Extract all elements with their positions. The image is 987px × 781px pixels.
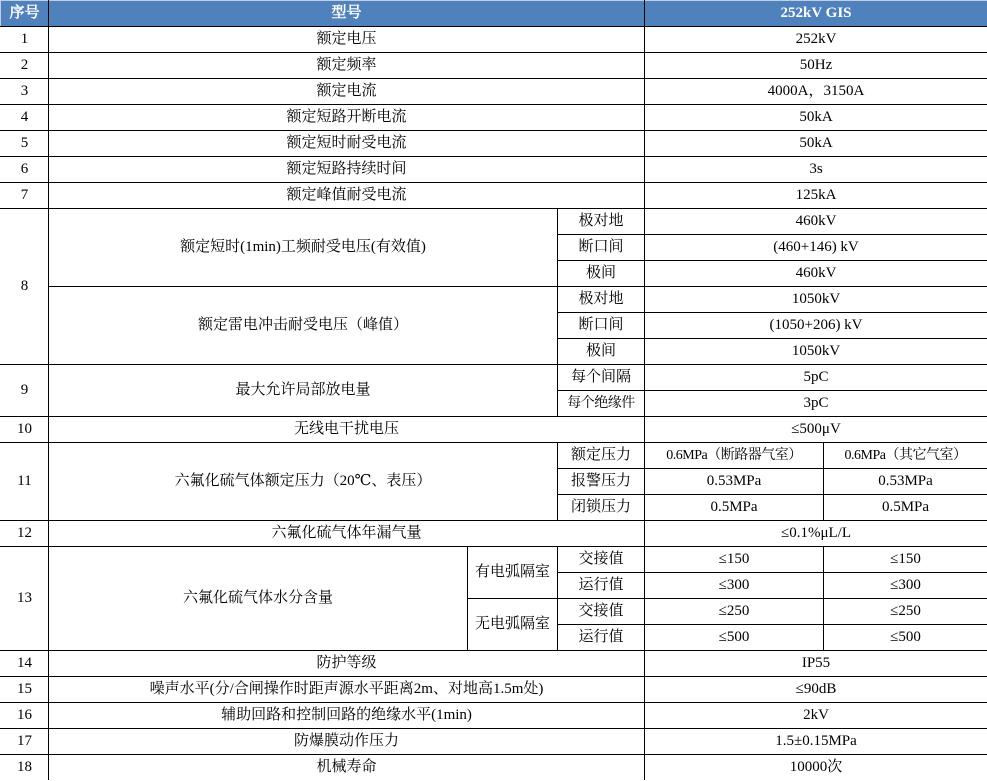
table-row xyxy=(1,365,987,391)
row-4-no: 4 xyxy=(1,105,49,131)
row-14-value: IP55 xyxy=(645,651,987,677)
row-2-no: 2 xyxy=(1,53,49,79)
row-11-value-breaker: 0.6MPa（断路器气室） xyxy=(645,443,824,469)
row-8-group1-value: (460+146) kV xyxy=(645,235,987,261)
row-11-sub-label: 额定压力 xyxy=(558,443,645,469)
row-13-chamber-arc: 有电弧隔室 xyxy=(468,547,558,599)
row-8-group1-sub-label: 极间 xyxy=(558,261,645,287)
row-12-no: 12 xyxy=(1,521,49,547)
row-9-label: 最大允许局部放电量 xyxy=(49,365,558,417)
row-18-no: 18 xyxy=(1,755,49,781)
row-11-no: 11 xyxy=(1,443,49,521)
row-17-no: 17 xyxy=(1,729,49,755)
row-8-group2-sub-label: 断口间 xyxy=(558,313,645,339)
row-17-value: 1.5±0.15MPa xyxy=(645,729,987,755)
row-5-label: 额定短时耐受电流 xyxy=(49,131,645,157)
row-13-label: 六氟化硫气体水分含量 xyxy=(49,547,468,651)
row-11-label: 六氟化硫气体额定压力（20℃、表压） xyxy=(49,443,558,521)
row-7-value: 125kA xyxy=(645,183,987,209)
row-11-value-breaker: 0.5MPa xyxy=(645,495,824,521)
row-13-sub-label: 交接值 xyxy=(558,599,645,625)
row-7-no: 7 xyxy=(1,183,49,209)
row-14-no: 14 xyxy=(1,651,49,677)
row-8-no: 8 xyxy=(1,209,49,365)
row-11-value-other: 0.5MPa xyxy=(824,495,987,521)
row-13-value-other: ≤150 xyxy=(824,547,987,573)
table-row xyxy=(1,755,987,781)
table-row xyxy=(1,105,987,131)
header-model: 型号 xyxy=(49,1,645,27)
row-10-label: 无线电干扰电压 xyxy=(49,417,645,443)
row-7-label: 额定峰值耐受电流 xyxy=(49,183,645,209)
table-row xyxy=(1,729,987,755)
row-13-chamber-noarc: 无电弧隔室 xyxy=(468,599,558,651)
table-row xyxy=(1,547,987,573)
row-11-sub-label: 闭锁压力 xyxy=(558,495,645,521)
row-15-value: ≤90dB xyxy=(645,677,987,703)
row-2-value: 50Hz xyxy=(645,53,987,79)
row-5-no: 5 xyxy=(1,131,49,157)
row-4-value: 50kA xyxy=(645,105,987,131)
row-13-value-breaker: ≤500 xyxy=(645,625,824,651)
row-13-no: 13 xyxy=(1,547,49,651)
table-row xyxy=(1,521,987,547)
row-9-value: 5pC xyxy=(645,365,987,391)
row-8-group2-sub-label: 极对地 xyxy=(558,287,645,313)
row-13-value-breaker: ≤300 xyxy=(645,573,824,599)
row-13-value-breaker: ≤150 xyxy=(645,547,824,573)
row-13-value-other: ≤300 xyxy=(824,573,987,599)
row-13-value-other: ≤250 xyxy=(824,599,987,625)
row-8-group1-label: 额定短时(1min)工频耐受电压(有效值) xyxy=(49,209,558,287)
row-13-value-breaker: ≤250 xyxy=(645,599,824,625)
row-9-value: 3pC xyxy=(645,391,987,417)
row-15-label: 噪声水平(分/合闸操作时距声源水平距离2m、对地高1.5m处) xyxy=(49,677,645,703)
row-13-sub-label: 运行值 xyxy=(558,625,645,651)
row-2-label: 额定频率 xyxy=(49,53,645,79)
table-row xyxy=(1,677,987,703)
row-10-no: 10 xyxy=(1,417,49,443)
row-6-label: 额定短路持续时间 xyxy=(49,157,645,183)
row-3-value: 4000A，3150A xyxy=(645,79,987,105)
row-1-value: 252kV xyxy=(645,27,987,53)
row-12-label: 六氟化硫气体年漏气量 xyxy=(49,521,645,547)
row-11-value-breaker: 0.53MPa xyxy=(645,469,824,495)
header-no: 序号 xyxy=(1,1,49,27)
row-8-group1-sub-label: 极对地 xyxy=(558,209,645,235)
row-6-value: 3s xyxy=(645,157,987,183)
row-11-value-other: 0.6MPa（其它气室） xyxy=(824,443,987,469)
row-9-sub-label: 每个绝缘件 xyxy=(558,391,645,417)
row-1-no: 1 xyxy=(1,27,49,53)
row-6-no: 6 xyxy=(1,157,49,183)
row-11-sub-label: 报警压力 xyxy=(558,469,645,495)
row-10-value: ≤500μV xyxy=(645,417,987,443)
header-row xyxy=(1,1,987,27)
row-8-group2-label: 额定雷电冲击耐受电压（峰值） xyxy=(49,287,558,365)
table-row xyxy=(1,183,987,209)
row-1-label: 额定电压 xyxy=(49,27,645,53)
row-8-group2-value: (1050+206) kV xyxy=(645,313,987,339)
row-16-value: 2kV xyxy=(645,703,987,729)
row-18-value: 10000次 xyxy=(645,755,987,781)
row-13-sub-label: 运行值 xyxy=(558,573,645,599)
row-13-sub-label: 交接值 xyxy=(558,547,645,573)
row-11-value-other: 0.53MPa xyxy=(824,469,987,495)
row-18-label: 机械寿命 xyxy=(49,755,645,781)
row-8-group2-value: 1050kV xyxy=(645,339,987,365)
table-row xyxy=(1,287,987,313)
row-16-no: 16 xyxy=(1,703,49,729)
row-17-label: 防爆膜动作压力 xyxy=(49,729,645,755)
row-15-no: 15 xyxy=(1,677,49,703)
row-3-label: 额定电流 xyxy=(49,79,645,105)
row-16-label: 辅助回路和控制回路的绝缘水平(1min) xyxy=(49,703,645,729)
header-product: 252kV GIS xyxy=(645,1,987,27)
table-row xyxy=(1,27,987,53)
row-12-value: ≤0.1%μL/L xyxy=(645,521,987,547)
table-row xyxy=(1,651,987,677)
row-5-value: 50kA xyxy=(645,131,987,157)
row-9-no: 9 xyxy=(1,365,49,417)
table-row xyxy=(1,79,987,105)
table-row xyxy=(1,53,987,79)
table-row xyxy=(1,443,987,469)
row-8-group2-value: 1050kV xyxy=(645,287,987,313)
row-9-sub-label: 每个间隔 xyxy=(558,365,645,391)
row-8-group1-value: 460kV xyxy=(645,261,987,287)
row-8-group1-sub-label: 断口间 xyxy=(558,235,645,261)
table-row xyxy=(1,703,987,729)
table-row xyxy=(1,209,987,235)
row-14-label: 防护等级 xyxy=(49,651,645,677)
table-row xyxy=(1,157,987,183)
row-8-group1-value: 460kV xyxy=(645,209,987,235)
row-13-value-other: ≤500 xyxy=(824,625,987,651)
table-row xyxy=(1,417,987,443)
table-row xyxy=(1,131,987,157)
row-4-label: 额定短路开断电流 xyxy=(49,105,645,131)
row-8-group2-sub-label: 极间 xyxy=(558,339,645,365)
row-3-no: 3 xyxy=(1,79,49,105)
